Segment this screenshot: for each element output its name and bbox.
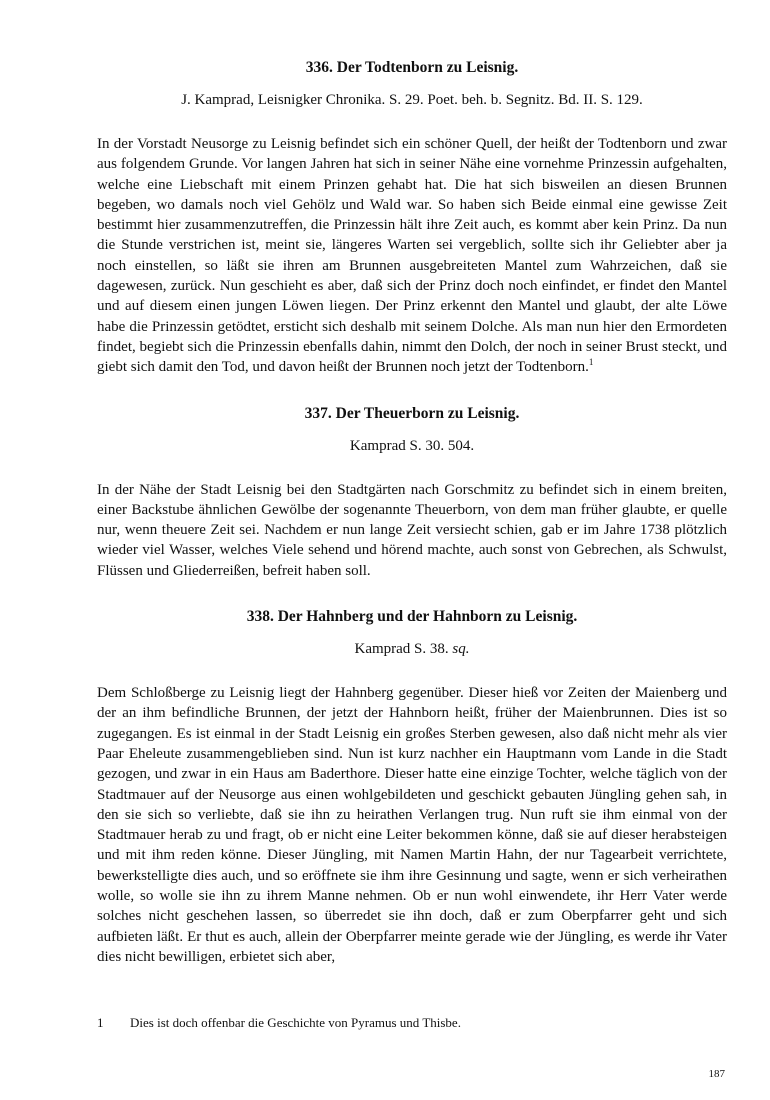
section-source: J. Kamprad, Leisnigker Chronika. S. 29. Poet. beh. b. Segnitz. Bd. II. S. 129. (181, 92, 643, 108)
footnote-text: Dies ist doch offenbar die Geschichte von Pyramus und Thisbe. (130, 1015, 461, 1030)
section-heading: 338. Der Hahnberg und der Hahnborn zu Leisnig. (246, 608, 578, 626)
section-heading: 336. Der Todtenborn zu Leisnig. (305, 59, 519, 76)
source-italic: sq. (452, 641, 470, 658)
section-text: Dem Schloßberge zu Leisnig liegt der Hahnberg gegenüber. Dieser hieß vor Zeiten der Maienberg und der an ihm befindliche Brunnen, der jetzt der Hahnborn heißt, früher der Maienbrunnen. Dies ist so zugegangen. Es ist einmal in der Stadt Leisnig ein großes Sterben gewesen, also daß nicht mehr als vier Paar Eheleute zusammengeblieben sind. Nun ist kurz nachher ein Hauptmann vom Lande in die Stadt gezogen, und zwar in ein Haus am Baderthore. Dieser hatte eine einzige Tochter, welche täglich von der Stadtmauer auf der Neusorge aus einen wohlgebildeten und geschickt gebauten Jüngling gehen sah, in den sie sich so verliebte, daß sie ihn zu heirathen Verlangen trug. Nun ruft sie ihm einmal von der Stadtmauer herab zu und fragt, ob er nicht eine Leiter bekommen könne, daß sie auf dieser herabsteigen und mit ihm reden könne. Dieser Jüngling, mit Namen Martin Hahn, der nur Tagearbeit verrichtete, bewerkstelligte dies auch, und so eröffnete sie ihm ihre Gesinnung und sagte, wenn er sich verheirathen wolle, so wolle sie ihn zu ihrem Manne nehmen. Ob er nun wohl einwendete, ihr Herr Vater werde solches nicht geschehen lassen, so überredet sie ihn doch, daß er zum Oberpfarrer geht und sich aufbieten läßt. Er thut es auch, allein der Oberpfarrer meinte gerade wie der Jüngling, es werde ihr Vater dies nicht bewilligen, erbietet sich aber, (97, 685, 727, 965)
section-338 (97, 607, 727, 967)
footnote-ref: 1 (588, 357, 594, 368)
page-number: 187 (708, 1068, 725, 1080)
page-body (97, 58, 727, 967)
section-text: In der Nähe der Stadt Leisnig bei den Stadtgärten nach Gorschmitz zu befindet sich in einem breiten, einer Backstube ähnlichen Gewölbe der sogenannte Theuerborn, von dem man früher glaubte, er quelle nur, wenn theuere Zeit sei. Nachdem er nun lange Zeit versiecht schien, gab er im Jahre 1738 plötzlich wieder viel Wasser, welches Viele sehend und hörend machte, auch sonst von Gebrechen, als Schwulst, Flüssen und Gliederreißen, befreit haben soll. (97, 481, 727, 579)
footnote-number: 1 (97, 1015, 104, 1030)
footnote (97, 1014, 727, 1032)
section-source: Kamprad S. 30. 504. (349, 437, 475, 454)
section-source: Kamprad S. 38. sq. (354, 641, 470, 658)
section-336 (97, 58, 727, 378)
section-text: In der Vorstadt Neusorge zu Leisnig befindet sich ein schöner Quell, der heißt der Todtenborn und zwar aus folgendem Grunde. Vor langen Jahren hat sich in seiner Nähe eine vornehme Prinzessin aufgehalten, welche eine Liebschaft mit einem Prinzen gehabt hat. Die hat sich bisweilen an diesen Brunnen begeben, wo damals noch viel Gehölz und Wald war. So haben sich Beide einmal eine gewisse Zeit bestimmt hier zusammenzutreffen, die Prinzessin hält ihre Zeit auch, es kommt aber kein Prinz. Da nun die Stunde verstrichen ist, meint sie, längeres Warten sei vergeblich, sollte sich ihr Geliebter aber ja noch einstellen, so läßt sie ihren am Brunnen ausgebreiteten Mantel zum Wahrzeichen, daß sie dagewesen, zurück. Nun geschieht es aber, daß sich der Prinz doch noch einfindet, er findet den Mantel und auf diesem einen jungen Löwen liegen. Der Prinz erkennt den Mantel und glaubt, der alte Löwe habe die Prinzessin getödtet, ersticht sich deshalb mit seinem Dolche. Als man nun hier den Ermordeten findet, begiebt sich die Prinzessin ebenfalls dahin, nimmt den Dolch, der noch in seiner Brust steckt, und giebt sich damit den Tod, und davon heißt der Brunnen noch jetzt der Todtenborn.$^1$ (97, 136, 727, 376)
section-heading: 337. Der Theuerborn zu Leisnig. (304, 404, 520, 422)
section-337 (97, 404, 727, 581)
